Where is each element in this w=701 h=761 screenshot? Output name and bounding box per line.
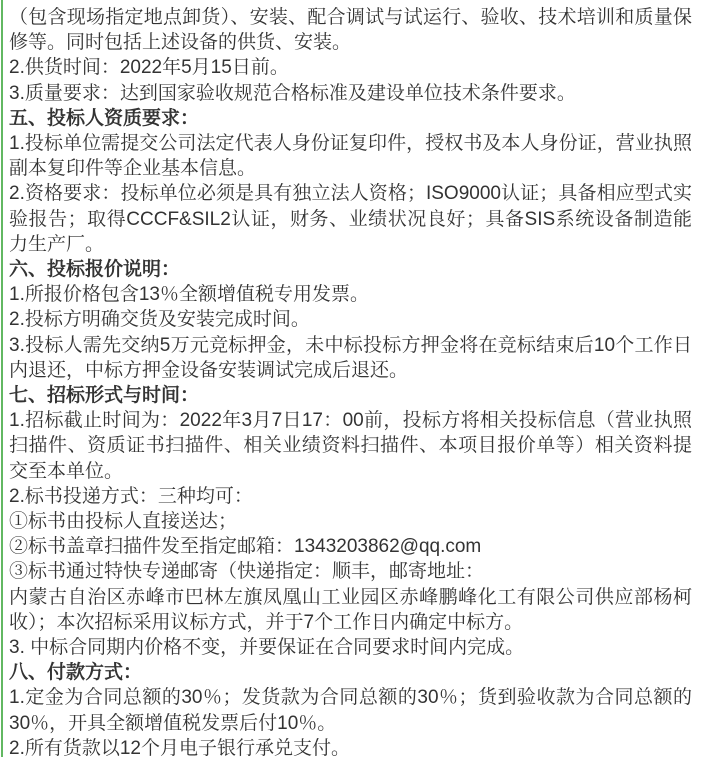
section-heading: 六、投标报价说明：: [9, 259, 181, 281]
paragraph: （包含现场指定地点卸货）、安装、配合调试与试运行、验收、技术培训和质量保修等。同时包括上述设备的供货、安装。: [9, 7, 692, 54]
paragraph: 2.资格要求：投标单位必须是具有独立法人资格；ISO9000认证；具备相应型式实验报告；取得CCCF&SIL2认证，财务、业绩状况良好；具备SIS系统设备制造能力生产厂。: [9, 183, 692, 255]
paragraph: 2.所有货款以12个月电子银行承兑支付。: [9, 737, 350, 759]
paragraph: 3. 中标合同期内价格不变，并要保证在合同要求时间内完成。: [9, 637, 525, 659]
paragraph: 内蒙古自治区赤峰市巴林左旗凤凰山工业园区赤峰鹏峰化工有限公司供应部杨柯收）；本次招标采用议标方式，并于7个工作日内确定中标方。: [9, 586, 692, 633]
paragraph: 2.供货时间：2022年5月15日前。: [9, 57, 289, 79]
paragraph: 3.质量要求：达到国家验收规范合格标准及建设单位技术条件要求。: [9, 82, 576, 104]
section-heading: 五、投标人资质要求：: [9, 107, 200, 129]
section-heading: 八、付款方式：: [9, 662, 143, 684]
left-green-border-line: [1, 0, 3, 757]
paragraph: 3.投标人需先交纳5万元竞标押金，未中标投标方押金将在竞标结束后10个工作日内退还，中标方押金设备安装调试完成后退还。: [9, 334, 692, 381]
paragraph: 1.招标截止时间为：2022年3月7日17：00前，投标方将相关投标信息（营业执照扫描件、资质证书扫描件、相关业绩资料扫描件、本项目报价单等）相关资料提交至本单位。: [9, 410, 692, 482]
paragraph: ①标书由投标人直接送达；: [9, 511, 238, 533]
paragraph: 1.投标单位需提交公司法定代表人身份证复印件，授权书及本人身份证，营业执照副本复印件等企业基本信息。: [9, 133, 692, 180]
paragraph: ③标书通过特快专递邮寄（快递指定：顺丰，邮寄地址：: [9, 561, 485, 583]
paragraph: 2.标书投递方式：三种均可：: [9, 485, 253, 507]
paragraph: ②标书盖章扫描件发至指定邮箱：1343203862@qq.com: [9, 536, 482, 558]
section-heading: 七、招标形式与时间：: [9, 385, 200, 407]
paragraph: 1.定金为合同总额的30％；发货款为合同总额的30％；货到验收款为合同总额的30％，开具全额增值税发票后付10％。: [9, 687, 692, 734]
paragraph: 2.投标方明确交货及安装完成时间。: [9, 309, 310, 331]
paragraph: 1.所报价格包含13％全额增值税专用发票。: [9, 284, 369, 306]
